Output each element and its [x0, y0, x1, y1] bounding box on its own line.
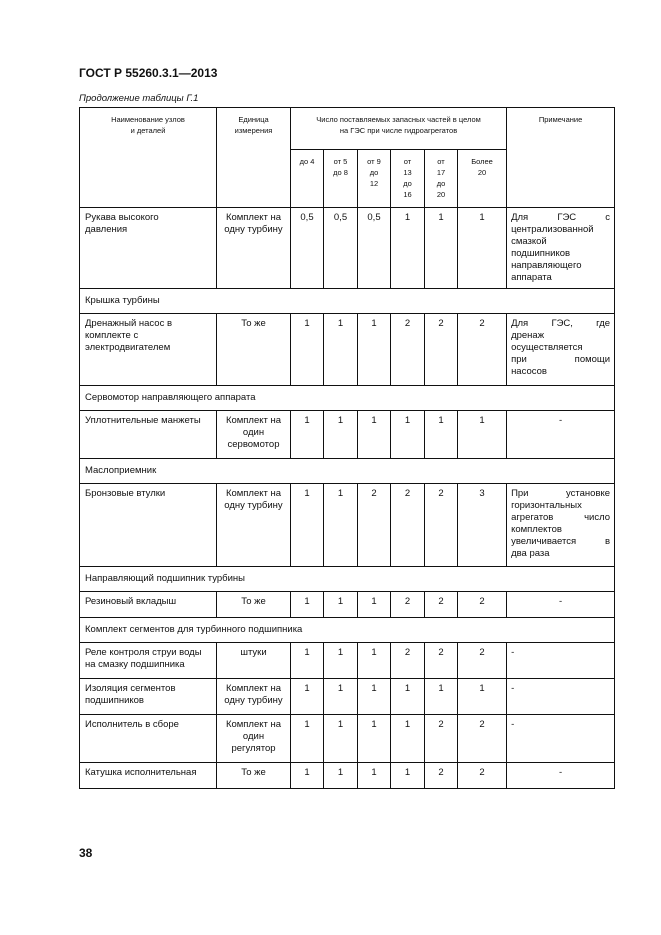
table-row: Исполнитель в сборе Комплект на один регулятор 1 1 1 1 2 2 - — [80, 715, 615, 763]
section-row: Сервомотор направляющего аппарата — [80, 386, 615, 411]
header-note: Примечание — [507, 108, 615, 208]
table-row: Изоляция сегментов подшипников Комплект на одну турбину 1 1 1 1 1 1 - — [80, 679, 615, 715]
header-sub-9-12: от 9 до 12 — [358, 150, 391, 208]
header-sub-17-20: от 17 до 20 — [425, 150, 458, 208]
document-code: ГОСТ Р 55260.3.1—2013 — [79, 66, 218, 80]
table-row: Уплотнительные манжеты Комплект на один сервомотор 1 1 1 1 1 1 - — [80, 411, 615, 459]
table-row: Катушка исполнительная То же 1 1 1 1 2 2 - — [80, 763, 615, 789]
table-row: Рукава высокого давления Комплект на одну турбину 0,5 0,5 0,5 1 1 1 Для ГЭС с централизованной смазкой подшипников направляющего аппарата — [80, 208, 615, 289]
section-row: Маслоприемник — [80, 459, 615, 484]
header-quantity-group: Число поставляемых запасных частей в целом на ГЭС при числе гидроагрегатов — [291, 108, 507, 150]
table-row: Резиновый вкладыш То же 1 1 1 2 2 2 - — [80, 592, 615, 618]
section-row: Крышка турбины — [80, 289, 615, 314]
table-row: Бронзовые втулки Комплект на одну турбину 1 1 2 2 2 3 При установке горизонтальных агрегатов число комплектов увеличивается в два раза — [80, 484, 615, 567]
header-unit: Единица измерения — [217, 108, 291, 208]
table-row: Реле контроля струи воды на смазку подшипника штуки 1 1 1 2 2 2 - — [80, 643, 615, 679]
section-row: Комплект сегментов для турбинного подшипника — [80, 618, 615, 643]
header-sub-over-20: Более 20 — [458, 150, 507, 208]
header-sub-5-8: от 5 до 8 — [324, 150, 358, 208]
table-continuation-caption: Продолжение таблицы Г.1 — [79, 93, 199, 104]
header-name: Наименование узлов и деталей — [80, 108, 217, 208]
header-sub-13-16: от 13 до 16 — [391, 150, 425, 208]
header-sub-up-to-4: до 4 — [291, 150, 324, 208]
spare-parts-table — [79, 107, 615, 789]
table-row: Дренажный насос в комплекте с электродвигателем То же 1 1 1 2 2 2 Для ГЭС, где дренаж осуществляется при помощи насосов — [80, 314, 615, 386]
page-number: 38 — [79, 846, 93, 860]
section-row: Направляющий подшипник турбины — [80, 567, 615, 592]
